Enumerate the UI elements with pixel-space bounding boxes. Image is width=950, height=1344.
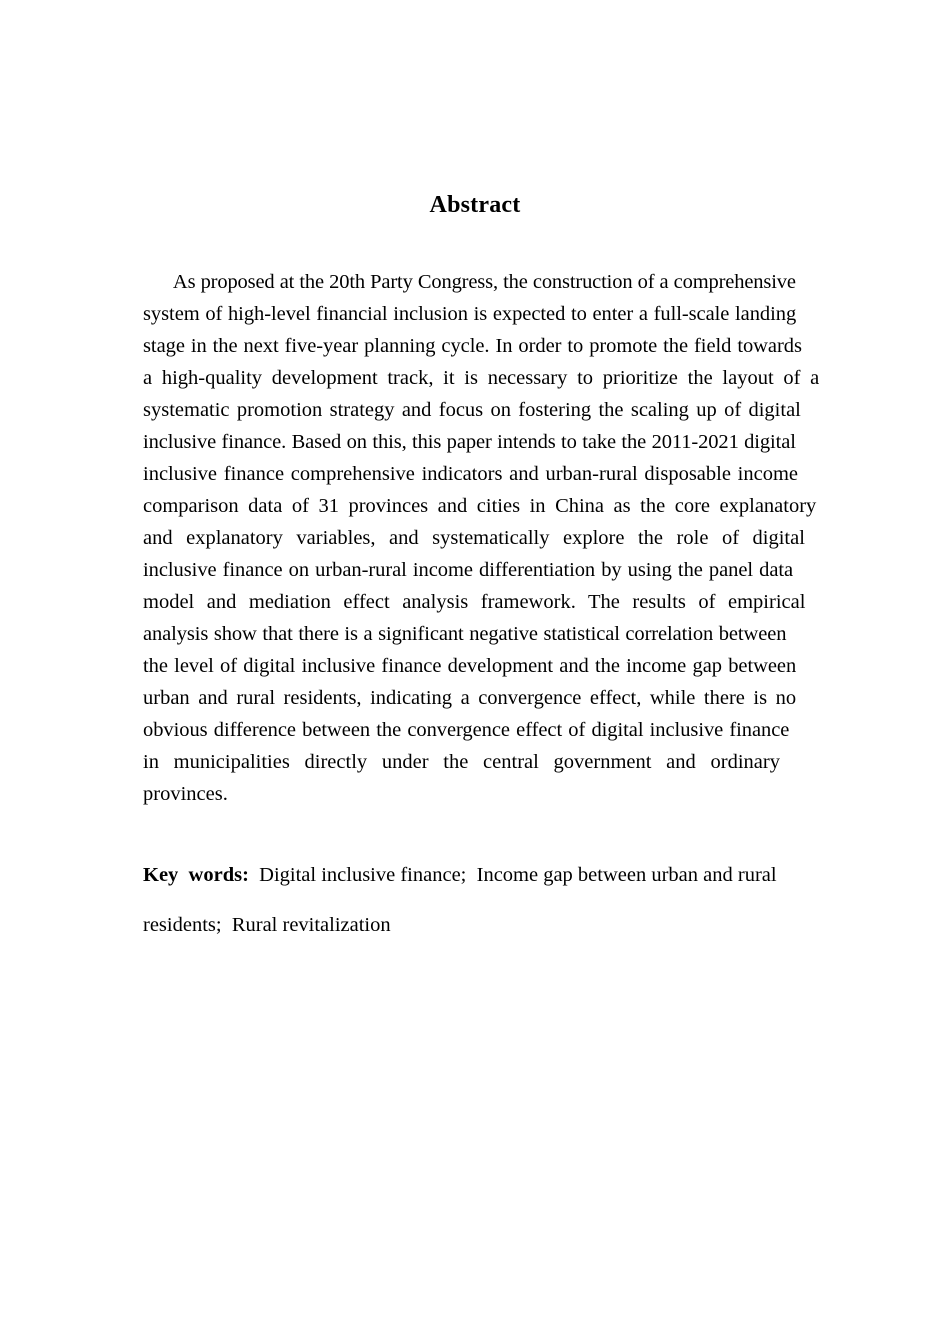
abstract-line: inclusive finance on urban-rural income differentiation by using the panel data (143, 559, 794, 581)
abstract-line: and explanatory variables, and systematically explore the role of digital (143, 527, 805, 549)
abstract-paragraph (143, 266, 839, 810)
abstract-line: stage in the next five-year planning cycle. In order to promote the field towards (143, 335, 802, 357)
abstract-line: provinces. (143, 783, 228, 805)
abstract-line: urban and rural residents, indicating a convergence effect, while there is no (143, 687, 797, 709)
keywords-section (143, 850, 843, 950)
abstract-line: a high-quality development track, it is necessary to prioritize the layout of a (143, 367, 820, 389)
abstract-line: As proposed at the 20th Party Congress, the construction of a comprehensive (143, 271, 796, 293)
abstract-line: obvious difference between the convergence effect of digital inclusive finance (143, 719, 790, 741)
abstract-line: the level of digital inclusive finance development and the income gap between (143, 655, 797, 677)
abstract-line: model and mediation effect analysis framework. The results of empirical (143, 591, 806, 613)
abstract-line: comparison data of 31 provinces and cities in China as the core explanatory (143, 495, 817, 517)
keywords-text-first: Digital inclusive finance; Income gap between urban and rural (248, 864, 777, 886)
abstract-line: analysis show that there is a significant negative statistical correlation between (143, 623, 787, 645)
abstract-line: inclusive finance comprehensive indicators and urban-rural disposable income (143, 463, 799, 485)
abstract-line: inclusive finance. Based on this, this paper intends to take the 2011-2021 digital (143, 431, 796, 453)
page-title: Abstract (429, 192, 521, 219)
keywords-label: Key words: (143, 864, 249, 886)
abstract-line: systematic promotion strategy and focus on fostering the scaling up of digital (143, 399, 801, 421)
keywords-line-2: residents; Rural revitalization (143, 914, 391, 936)
keywords-line-1 (143, 850, 843, 900)
abstract-line: system of high-level financial inclusion is expected to enter a full-scale landing (143, 303, 797, 325)
abstract-line: in municipalities directly under the central government and ordinary (143, 751, 780, 773)
